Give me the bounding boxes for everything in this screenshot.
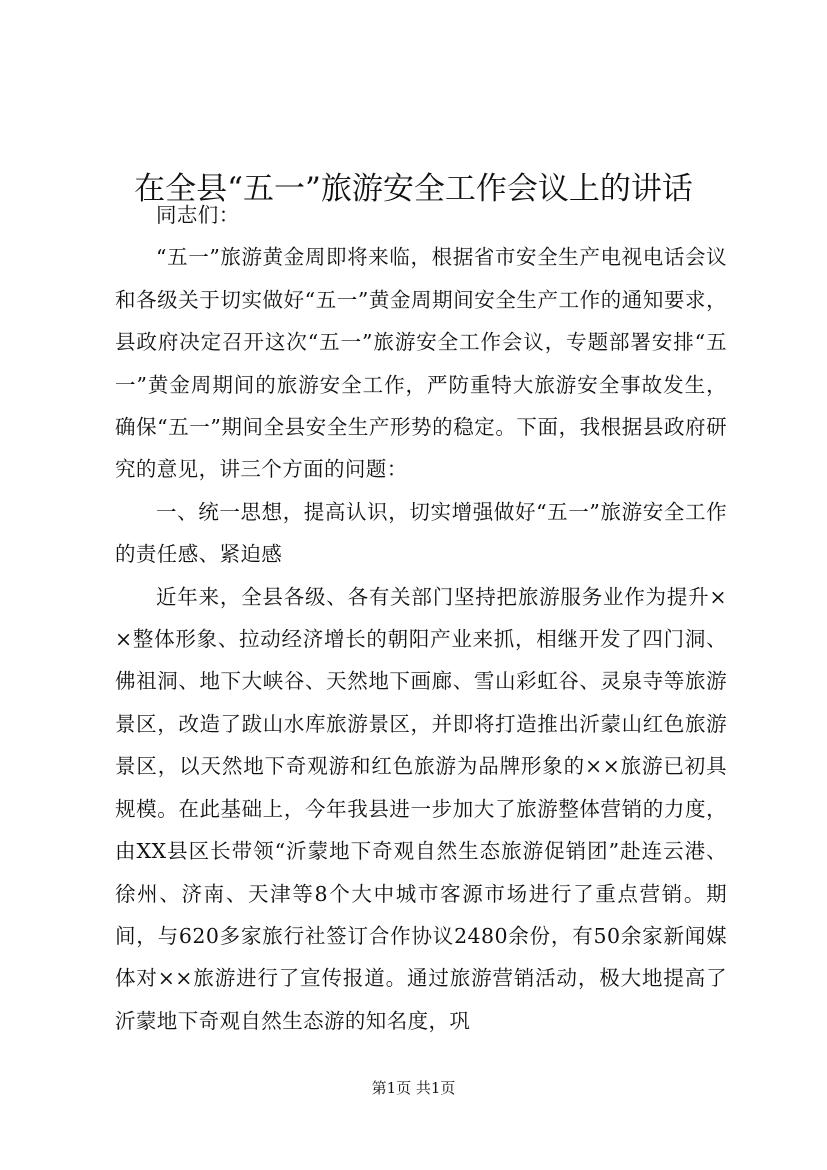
section-heading-1: 一、统一思想，提高认识，切实增强做好“五一”旅游安全工作的责任感、紧迫感: [115, 499, 727, 567]
body-paragraph-tourism-development: 近年来，全县各级、各有关部门坚持把旅游服务业作为提升××整体形象、拉动经济增长的朝阳产业来抓，相继开发了四门洞、佛祖洞、地下大峡谷、天然地下画廊、雪山彩虹谷、灵泉寺等旅游景区，改造了跋山水库旅游景区，并即将打造推出沂蒙山红色旅游景区，以天然地下奇观游和红色旅游为品牌形象的××旅游已初具规模。在此基础上，今年我县进一步加大了旅游整体营销的力度，由XX县区长带领“沂蒙地下奇观自然生态旅游促销团”赴连云港、徐州、济南、天津等8个大中城市客源市场进行了重点营销。期间，与620多家旅行社签订合作协议2480余份，有50余家新闻媒体对××旅游进行了宣传报道。通过旅游营销活动，极大地提高了沂蒙地下奇观自然生态游的知名度，巩: [115, 584, 727, 1033]
document-title: 在全县“五一”旅游安全工作会议上的讲话: [134, 170, 693, 207]
page-number-footer: 第1页 共1页: [371, 1079, 456, 1097]
greeting-paragraph: 同志们：: [156, 203, 240, 227]
body-paragraph-intro: “五一”旅游黄金周即将来临，根据省市安全生产电视电话会议和各级关于切实做好“五一”黄金周期间安全生产工作的通知要求，县政府决定召开这次“五一”旅游安全工作会议，专题部署安排“五一”黄金周期间的旅游安全工作，严防重特大旅游安全事故发生，确保“五一”期间全县安全生产形势的稳定。下面，我根据县政府研究的意见，讲三个方面的问题：: [115, 245, 727, 482]
document-body: [115, 194, 727, 1042]
